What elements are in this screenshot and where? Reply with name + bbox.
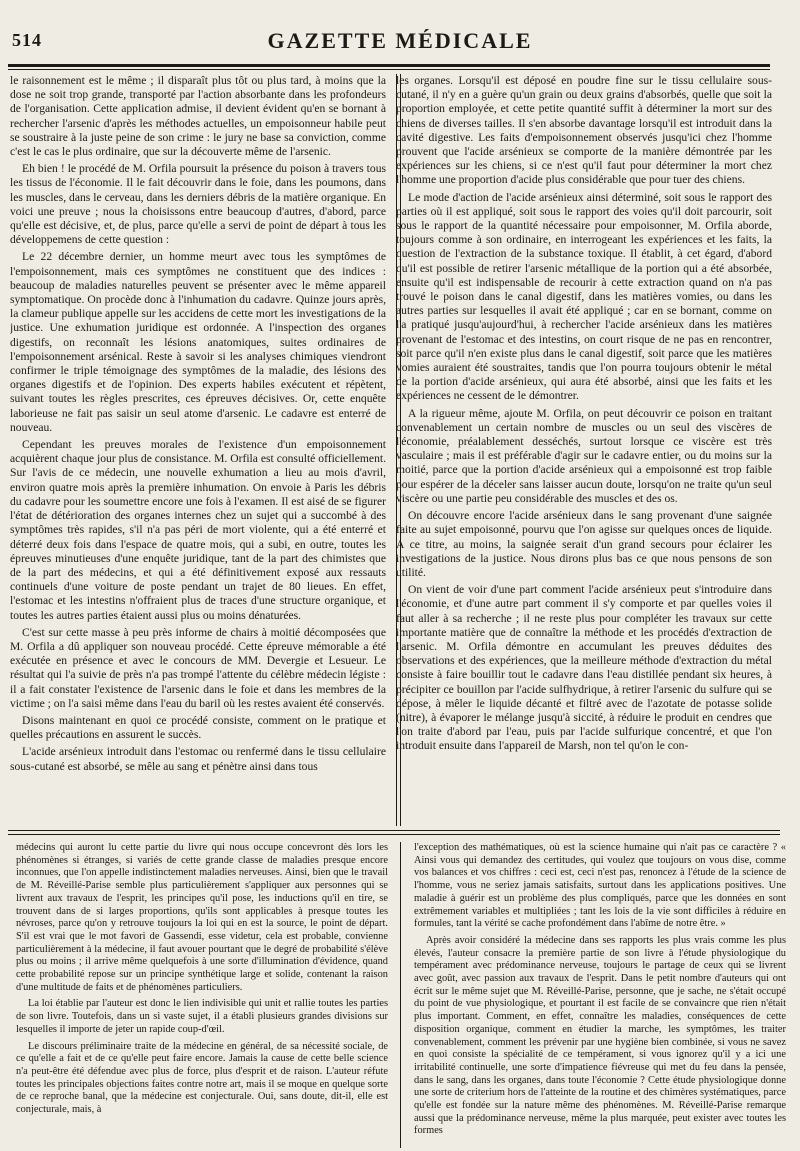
left-column: [10, 74, 386, 826]
paragraph: La loi établie par l'auteur est donc le lien indivisible qui unit et rallie toutes les parties de son livre. Toutefois, dans un si vaste sujet, il a établi plusieurs grandes divisions sur lesquelles il importe de jeter un rapide coup-d'œil.: [16, 998, 388, 1035]
page-header: [8, 22, 792, 62]
paragraph: Disons maintenant en quoi ce procédé consiste, comment on le pratique et quelles précautions en assurent le succès.: [10, 713, 386, 742]
paragraph: Le 22 décembre dernier, un homme meurt avec tous les symptômes de l'empoisonnement, mais ces symptômes ne constituent que des indices : beaucoup de maladies naturelles peuvent se présenter avec le même appareil symptomatique. On procède donc à l'inhumation du cadavre. Quinze jours après, la clameur publique appelle sur les accidens de cette mort les investigations de la justice. Une exhumation juridique est ordonnée. A l'inspection des organes digestifs, on reconnaît les lésions anatomiques, suites ordinaires de l'empoisonnement arsénical. Reste à savoir si les analyses chimiques viendront confirmer le triple témoignage des symptômes de la maladie, des lésions des organes digestifs et de l'opinion. Des experts habiles exécutent et répètent, suivant toutes les règles prescrites, ces épreuves décisives. Or, cette enquête laborieuse ne fait pas saisir un seul atome d'arsenic. Le cadavre est enterré de nouveau.: [10, 250, 386, 434]
paragraph: Eh bien ! le procédé de M. Orfila poursuit la présence du poison à travers tous les tissus de l'économie. Il le fait découvrir dans le foie, dans les poumons, dans les muscles, dans le cerveau, dans les derniers débris de la matière organique. En voici une preuve ; nous la choisissons entre beaucoup d'autres, d'abord, parce qu'elle est décisive, et, de plus, parce qu'elle a servi de point de départ à tous les développemens de cette question :: [10, 162, 386, 247]
paragraph: Après avoir considéré la médecine dans ses rapports les plus vrais comme les plus élevés, l'auteur consacre la première partie de son livre à l'étude physiologique du tempérament avec prédominance nerveuse, toujours le partage de ceux qui se livrent avec goût, avec passion aux travaux de l'esprit. Dans le petit nombre d'auteurs qui ont écrit sur le même sujet que M. Réveillé-Parise, personne, que je sache, ne s'était occupé du point de vue physiologique, et pourtant il est facile de se convaincre que rien n'était plus important. Comment, en effet, connaître les maladies, conséquences de cette disposition organique, comment en étudier la marche, les symptômes, les traiter convenablement, comment les prévenir par une hygiène bien combinée, si vous ne savez en quoi consiste la spécialité de ce tempérament, si vous ignorez qu'il y a ici une irritabilité continuelle, une sorte d'impatience fiévreuse qui met du feu dans la pensée, dans le sang, dans les organes, dans toute l'économie ? Cette étude physiologique donne une sorte de criterium hors de l'atteinte de la routine et des chimères systématiques, parce qu'elle est fondée sur la nature même des phénomènes. M. Réveillé-Parise remarque aussi que la prédominance nerveuse, même la plus marquée, peut exister avec toutes les formes: [414, 934, 786, 1137]
paragraph: Cependant les preuves morales de l'existence d'un empoisonnement acquièrent chaque jour plus de consistance. M. Orfila est consulté officiellement. Sur l'avis de ce médecin, une nouvelle exhumation a lieu au mois d'avril, environ quatre mois après la première inhumation. On envoie à Paris les débris du cadavre pour les soumettre encore une fois à l'examen. Il est aisé de se figurer l'état de détérioration des organes internes chez un sujet qui a succombé à des symptômes très rapides, s'il n'a pas péri de mort violente, qui a été enterré et déterré deux fois dans l'espace de quatre mois, qui a subi, en outre, toutes les épreuves minutieuses d'une enquête juridique, tant de la part des chimistes que de la part des médecins, et qui a été définitivement exposé aux ressauts continuels d'une voiture de poste pendant un trajet de 80 lieues. En effet, l'estomac et les intestins n'offraient plus de traces d'une structure organique, et toutes les autres parties étaient aussi plus ou moins dénaturées.: [10, 438, 386, 622]
paragraph: Le discours préliminaire traite de la médecine en général, de sa nécessité sociale, de ce qu'elle a fait et de ce qu'elle peut faire encore. Jamais la cause de cette belle science n'a peut-être été défendue avec plus de force, plus d'esprit et de raison. L'auteur réfute toutes les principales objections faites contre notre art, mais il se moque en quelque sorte de ce reproche banal, que la médecine est conjecturale. Oui, sans doute, dit-il, elle est conjecturale, mais, à: [16, 1040, 388, 1116]
paragraph: C'est sur cette masse à peu près informe de chairs à moitié décomposées que M. Orfila a dû appliquer son nouveau procédé. Cette épreuve mémorable a été exécutée en présence et avec le concours de MM. Devergie et Lesueur. Le résultat qui l'a suivie de près n'a pas trompé l'attente du célèbre médecin légiste : il a fait constater l'existence de l'arsenic dans le foie et dans les membres de la victime ; on l'a saisi même dans l'eau du baril où les restes avaient été conservés.: [10, 625, 386, 710]
paragraph: On vient de voir d'une part comment l'acide arsénieux peut s'introduire dans l'économie, et d'une autre part comment il s'y comporte et par quelles voies il faut aller à sa recherche ; il ne reste plus pour compléter les travaux sur cette importante matière que de connaître la méthode et les procédés d'extraction de l'arsenic. M. Orfila démontre en accumulant les preuves déduites des observations et des expériences, que la meilleure méthode d'extraction du métal consiste à faire bouillir tout le cadavre dans l'eau distillée pendant six heures, à précipiter ce bouillon par l'acide sulfhydrique, à retirer l'arsenic du sulfure qui se dépose, à mêler le liquide décanté et filtré avec de l'azotate de potasse solide (nitre), à évaporer le mélange jusqu'à siccité, à réduire le produit en cendres que l'on traite d'abord par l'eau, puis par l'acide sulfurique concentré, et que l'on introduit ensuite dans l'appareil de Marsh, non tel qu'on le con-: [396, 583, 772, 753]
paragraph: les organes. Lorsqu'il est déposé en poudre fine sur le tissu cellulaire sous-cutané, il n'y en a guère qu'un grain ou deux grains d'absorbés, quelle que soit la proportion employée, et cette petite quantité suffit à déterminer la mort sur des chiens de diverses tailles. Il s'en absorbe davantage lorsqu'il est introduit dans la cavité digestive. Les faits d'empoisonnement observés jusqu'ici chez l'homme prouvent que l'acide arsénieux se comporte de la manière démontrée par les expériences sur les chiens, si ce n'est qu'il faut pour déterminer la mort chez l'homme une proportion d'acide plus considérable que pour tuer des chiens.: [396, 74, 772, 187]
paragraph: médecins qui auront lu cette partie du livre qui nous occupe concevront dès lors les phénomènes si étranges, si variés de cette grande classe de maladies presque encore inconnues, que l'on appelle indistinctement maladies nerveuses. Ainsi, bien que le travail de M. Réveillé-Parise semble plus particulièrement s'appliquer aux personnes qui se livrent aux travaux de l'esprit, les principes qu'il pose, les inductions qu'il en tire, se trouvent dans de si larges proportions, qu'ils sont applicables à presque toutes les névroses, parce qu'on y retrouve toujours la loi qui en est la source, le point de départ. S'il est vrai que le mot favori de Gassendi, esse videtur, cela est probable, convienne particulièrement à la médecine, il faut avouer pourtant que le degré de probabilité s'élève plus ou moins ; il arrive même quelquefois à une sorte d'illumination d'évidence, quand cette probabilité repose sur un principe synthétique large et solide, contenant la raison d'une multitude de faits et de phénomènes particuliers.: [16, 842, 388, 993]
paragraph: L'acide arsénieux introduit dans l'estomac ou renfermé dans le tissu cellulaire sous-cutané est absorbé, se mêle au sang et pénètre ainsi dans tous: [10, 745, 386, 773]
feuilleton-right-column: [414, 842, 786, 1148]
paragraph: l'exception des mathématiques, où est la science humaine qui n'ait pas ce caractère ? « Ainsi vous qui demandez des certitudes, qui voulez que toujours on vous dise, comme vos balances et vos chiffres : ceci est, ceci n'est pas, renoncez à l'étude de la science de l'homme, vous ne seriez jamais satisfaits, surtout dans les applications positives. Une maladie à guérir est un problème des plus compliqués, parce que les données en sont extrêmement variables et multipliées ; tant les lois de la vie sont difficiles à réduire en formules, tant la vérité se cache profondément dans l'abîme de notre être. »: [414, 842, 786, 930]
page-number: 514: [12, 30, 42, 50]
paragraph: le raisonnement est le même ; il disparaît plus tôt ou plus tard, à moins que la dose ne soit trop grande, transporté par l'action absorbante dans les profondeurs de l'organisation. Cette application admise, il devient évident qu'en se bornant à rechercher l'arsenic d'après les méthodes actuelles, un empoisonneur habile peut se soustraire à la juste peine de son crime : le jury ne base sa conviction, comme c'est le cas le plus ordinaire, que sur la découverte même de l'arsenic.: [10, 74, 386, 159]
header-rule-thin: [8, 69, 770, 70]
paragraph: A la rigueur même, ajoute M. Orfila, on peut découvrir ce poison en traitant convenablement un certain nombre de muscles ou un seul des viscères de l'économie, préalablement desséchés, surtout lorsque ce viscère est très vasculaire ; mais il est préférable d'agir sur le cadavre entier, ou du moins sur la moitié, parce que la portion d'acide arsénieux qui a empoisonné est trop faible pour espérer de la déceler sans laisser aucun doute, lorsqu'on ne traite qu'un seul viscère ou une partie peu considérable des muscles et des os.: [396, 406, 772, 505]
paragraph: On découvre encore l'acide arsénieux dans le sang provenant d'une saignée faite au sujet empoisonné, pourvu que l'on agisse sur quelques onces de liquide. A ce titre, au moins, la saignée serait d'un grand secours pour éclairer les investigations de la justice. Nous dirons plus bas ce que nous pensons de son utilité.: [396, 509, 772, 579]
feuilleton-section: [16, 842, 786, 1148]
right-column: [396, 74, 772, 826]
journal-title: GAZETTE MÉDICALE: [267, 28, 533, 53]
feuilleton-rule: [8, 830, 780, 831]
feuilleton-divider: [400, 842, 401, 1148]
paragraph: Le mode d'action de l'acide arsénieux ainsi déterminé, soit sous le rapport des parties où il est appliqué, soit sous le rapport des voies qu'il doit parcourir, soit sous le rapport de la quantité nécessaire pour empoisonner, M. Orfila aborde, toujours comme à son ordinaire, en interrogeant les expériences et les faits, la question de l'extraction de la substance toxique. Il établit, à cet égard, d'abord qu'il est possible de retirer l'arsenic métallique de la portion qui a été absorbée, ensuite qu'il est indispensable de recourir à cette extraction quand on n'a pas trouvé le poison dans le canal digestif, dans les matières vomies, ou dans les autres parties sur lesquelles il avait été appliqué ; car en se bornant, comme on l'a pratiqué jusqu'aujourd'hui, à rechercher l'acide arsénieux dans les matières provenant de l'estomac et des intestins, on court risque de ne pas en rencontrer, soit parce qu'il n'en existe plus dans le canal digestif, soit parce que les matières vomies auraient été soustraites, tandis que l'on pourra toujours obtenir le métal de la portion d'acide arsénieux, qui aura été absorbé, ainsi que les faits et les expériences ne cessent de le démontrer.: [396, 190, 772, 403]
column-divider: [396, 74, 401, 826]
main-article: [10, 74, 772, 826]
feuilleton-rule: [8, 834, 780, 835]
feuilleton-left-column: [16, 842, 388, 1148]
header-rule-thick: [8, 64, 770, 67]
